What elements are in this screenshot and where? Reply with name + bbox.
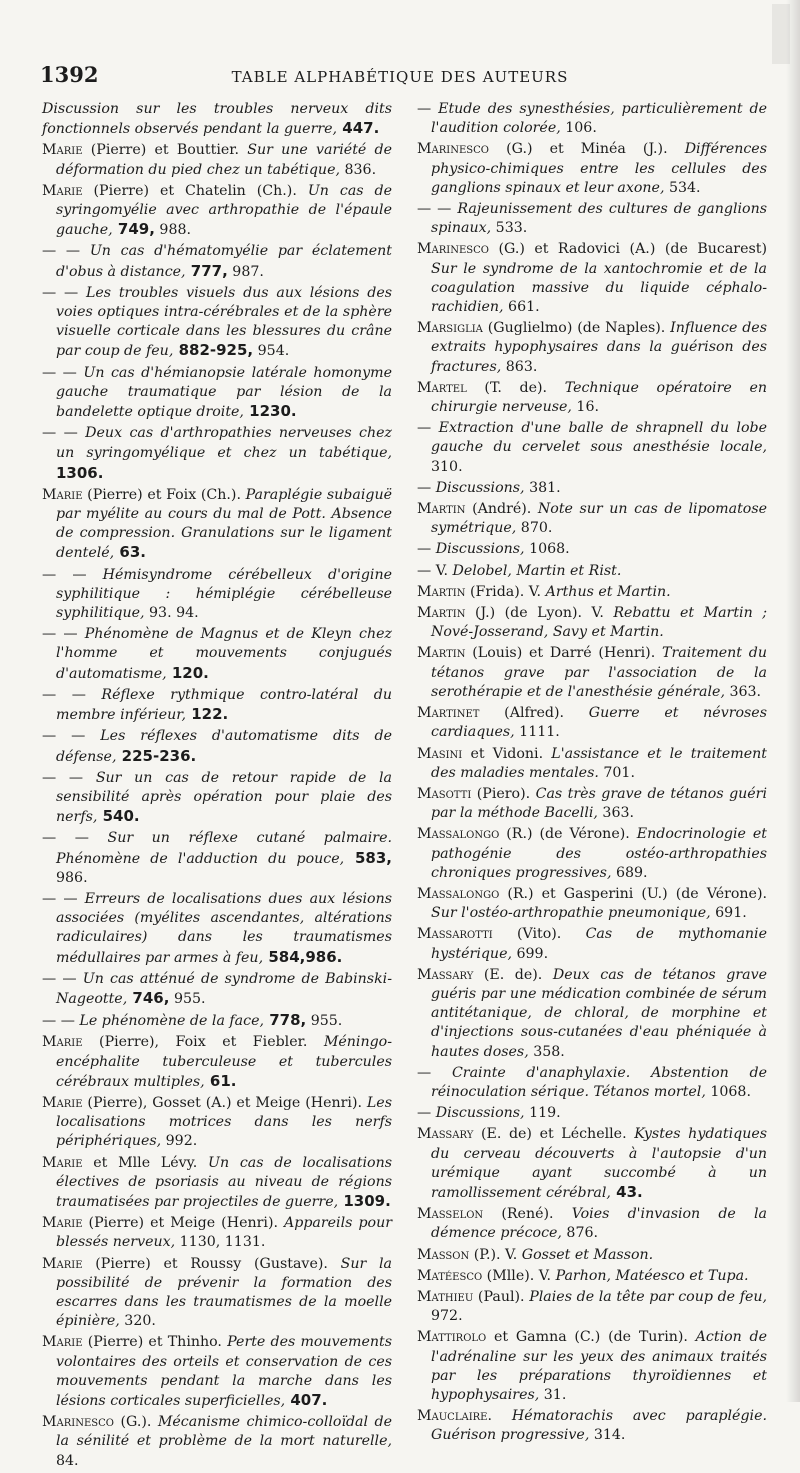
entry-page-bold: 407. — [285, 1391, 328, 1409]
entry-detail: et Gamna (C.) (de Turin). — [486, 1329, 696, 1346]
entry-author: Massarotti — [417, 926, 493, 943]
entry-author: Martin — [417, 645, 466, 662]
entry-pages: 699. — [511, 945, 549, 962]
entry-detail: (G.) et Radovici (A.) (de Bucarest) — [488, 241, 767, 258]
entry-title: Action de l'adrénaline sur les yeux des animaux traités par les préparations thyroïdiennes et hypophysaires, — [431, 1329, 767, 1403]
entry-author: — — — [42, 728, 86, 745]
index-entry — [42, 424, 392, 484]
page-header — [40, 62, 760, 86]
entry-page-bold: 61. — [204, 1071, 237, 1090]
entry-pages: 310. — [431, 458, 463, 475]
entry-pages: 691. — [710, 905, 747, 922]
entry-page-bold: 746, — [127, 988, 170, 1007]
entry-title: Note sur un cas de lipomatose symétrique, — [431, 501, 767, 537]
index-entry — [417, 925, 767, 963]
entry-title: Traitement du tétanos grave par l'association de la serothérapie et de l'anesthésie générale, — [431, 645, 767, 700]
entry-detail — [431, 1065, 452, 1081]
entry-author: Martin — [417, 583, 466, 600]
entry-pages: 31. — [539, 1387, 567, 1403]
entry-detail — [85, 728, 100, 744]
entry-author: Marie — [42, 1255, 83, 1272]
entry-title: Sur le syndrome de la xantochromie et de la coagulation massive du liquide céphalo-rachidien, — [431, 260, 767, 316]
entry-detail: (Paul). — [473, 1288, 530, 1305]
entry-title: Crainte d'anaphylaxie. Abstention de réinoculation sérique. Tétanos mortel, — [431, 1064, 767, 1100]
entry-pages: 1111. — [514, 724, 560, 741]
entry-page-bold: 583, — [344, 848, 392, 867]
left-column — [42, 100, 392, 1473]
entry-author: Marie — [42, 1334, 83, 1351]
index-entry — [417, 1288, 767, 1326]
index-entry — [42, 1413, 392, 1471]
entry-pages: 314. — [589, 1427, 626, 1444]
entry-author: Massalongo — [417, 885, 500, 902]
entry-title: Un cas de localisations électives de psoriasis au niveau de régions traumatisées par projectiles de guerre, — [56, 1154, 392, 1210]
entry-pages: 363. — [724, 683, 762, 700]
entry-detail: (Pierre), Foix et Fiebler. — [82, 1034, 324, 1051]
entry-pages: 1130, 1131. — [175, 1234, 266, 1251]
entry-title: L'assistance et le traitement des maladies mentales. — [431, 745, 767, 781]
entry-detail: (Pierre) et Roussy (Gustave). — [82, 1255, 341, 1272]
entry-detail — [78, 285, 86, 301]
entry-author: Mathieu — [417, 1288, 474, 1305]
index-entry — [417, 240, 767, 317]
entry-title: Perte des mouvements volontaires des orteils et conservation de ces mouvements pendant la marche dans les lésions corticales superficielles, — [56, 1334, 392, 1409]
index-entry — [42, 284, 392, 362]
index-entry — [417, 1125, 767, 1203]
index-entry — [42, 1255, 392, 1332]
index-entry — [42, 727, 392, 766]
entry-detail: (E. de). — [473, 966, 553, 983]
index-entry — [42, 182, 392, 241]
index-entry — [417, 100, 767, 138]
entry-author: Masotti — [417, 785, 472, 802]
entry-page-bold: 225-236. — [116, 746, 197, 765]
entry-author: Matéesco — [417, 1267, 483, 1284]
entry-author: — — — [42, 364, 77, 381]
entry-author: Marie — [42, 1154, 83, 1171]
index-entry — [42, 686, 392, 725]
entry-title: Voies d'invasion de la démence précoce, — [431, 1206, 767, 1242]
index-entry — [417, 500, 767, 538]
entry-pages: 93. 94. — [144, 605, 199, 622]
entry-author: Marsiglia — [417, 320, 483, 337]
entry-title: Discussion sur les troubles nerveux dits fonctionnels observés pendant la guerre, — [42, 101, 392, 138]
entry-author: Marie — [42, 1215, 83, 1232]
entry-detail — [78, 891, 85, 907]
entry-author: — — [417, 420, 432, 437]
index-entry — [42, 1154, 392, 1213]
index-entry — [42, 242, 392, 281]
entry-detail — [86, 687, 102, 703]
entry-title: Discussions, — [435, 479, 525, 496]
entry-title: Mécanisme chimico-colloïdal de la sénilité et problème de la mort naturelle, — [56, 1414, 392, 1450]
entry-pages: 955. — [306, 1013, 343, 1030]
entry-detail: et Mlle Lévy. — [82, 1154, 209, 1171]
entry-title: Discussions, — [435, 541, 525, 558]
entry-author: Marie — [42, 182, 83, 199]
entry-title: Un cas de syringomyélie avec arthropathie de l'épaule gauche, — [56, 182, 393, 239]
entry-detail: (Pierre) et Thinho. — [82, 1334, 228, 1351]
entry-title: Rebattu et Martin ; Nové-Josserand, Savy et Martin. — [431, 605, 767, 641]
entry-title: Le phénomène de la face, — [79, 1013, 264, 1030]
entry-pages: 689. — [611, 864, 648, 881]
entry-page-bold: 749, — [112, 220, 155, 239]
index-entry — [42, 769, 392, 828]
index-entry — [42, 1033, 392, 1092]
index-entry — [417, 562, 767, 581]
entry-pages: 876. — [561, 1225, 599, 1242]
entry-title: Technique opératoire en chirurgie nerveuse, — [431, 379, 767, 416]
entry-author: — — — [42, 284, 79, 301]
entry-pages: 106. — [560, 120, 597, 137]
entry-page-bold: 63. — [114, 543, 146, 562]
entry-detail: (E. de) et Léchelle. — [473, 1126, 635, 1143]
index-entry — [417, 966, 767, 1062]
entry-detail: (G.) et Minéa (J.). — [488, 141, 685, 158]
entry-author: — — — [417, 201, 452, 218]
entry-pages: 701. — [598, 764, 635, 781]
entry-detail — [80, 243, 90, 259]
entry-title: Influence des extraits hypophysaires dans la guérison des fractures, — [431, 320, 767, 375]
entry-page-bold: 1306. — [56, 463, 104, 482]
entry-title: Cas très grave de tétanos guéri par la méthode Bacelli, — [431, 785, 768, 822]
index-entry — [417, 825, 767, 883]
entry-author: — — — [42, 626, 78, 643]
entry-author: — — — [42, 890, 78, 907]
index-entry — [42, 566, 392, 624]
entry-author: Martel — [417, 379, 467, 396]
entry-title: Delobel, Martin et Rist. — [452, 562, 622, 579]
entry-title: Sur l'ostéo-arthropathie pneumonique, — [431, 905, 711, 922]
entry-page-bold: 584,986. — [263, 947, 343, 966]
entry-pages: 119. — [524, 1105, 561, 1122]
entry-title: Parhon, Matéesco et Tupa. — [555, 1267, 749, 1284]
entry-detail: (J.) (de Lyon). V. — [465, 605, 614, 622]
index-entry — [417, 1064, 767, 1102]
index-entry — [417, 583, 767, 602]
entry-author: — — — [42, 686, 86, 703]
entry-title: Différences physico-chimiques entre les cellules des ganglions spinaux et leur axone, — [431, 141, 767, 196]
entry-detail — [78, 626, 85, 642]
entry-author: — — — [42, 769, 84, 786]
entry-author: Marinesco — [417, 141, 489, 158]
entry-author: Martin — [417, 501, 466, 518]
entry-pages: 987. — [227, 263, 264, 280]
entry-pages: 358. — [528, 1043, 565, 1060]
entry-title: Méningo-encéphalite tuberculeuse et tubercules cérébraux multiples, — [56, 1034, 392, 1090]
entry-title: Rajeunissement des cultures de ganglions spinaux, — [431, 201, 768, 237]
entry-pages: 988. — [154, 222, 192, 239]
entry-detail: (Pierre), Gosset (A.) et Meige (Henri). — [82, 1094, 367, 1111]
index-entry — [417, 704, 767, 742]
entry-page-bold: 43. — [610, 1182, 643, 1201]
entry-title: Les troubles visuels dus aux lésions des voies optiques intra-cérébrales et de la sphère visuelle corticale dans les blessures du crâne par coup de feu, — [56, 284, 393, 360]
entry-title: Arthus et Martin. — [545, 583, 671, 600]
entry-title: Erreurs de localisations dues aux lésions associées (myélites ascendantes, altérations radiculaires) dans les traumatismes médullaires par armes à feu, — [56, 890, 393, 966]
index-entry — [417, 319, 767, 377]
entry-author: — — [417, 1105, 432, 1122]
entry-title: Etude des synesthésies, particulièrement de l'audition colorée, — [431, 101, 768, 137]
index-entry — [42, 970, 392, 1009]
entry-pages: 320. — [119, 1313, 156, 1330]
entry-author: — — — [42, 425, 78, 442]
entry-detail: (T. de). — [466, 379, 565, 396]
right-column — [417, 100, 767, 1448]
index-entry — [42, 1214, 392, 1252]
entry-pages: 84. — [56, 1452, 79, 1469]
entry-author: — — — [42, 830, 89, 847]
entry-pages: 836. — [339, 161, 377, 178]
index-entry — [417, 745, 767, 783]
entry-pages: 870. — [516, 520, 553, 537]
entry-title: Sur un réflexe cutané palmaire. Phénomène de l'adduction du pouce, — [56, 830, 392, 867]
index-entry — [417, 479, 767, 498]
entry-title: Appareils pour blessés nerveux, — [56, 1215, 392, 1251]
scan-corner-mark — [772, 4, 790, 64]
index-entry — [42, 141, 392, 179]
entry-pages: 986. — [56, 869, 88, 886]
entry-title: Deux cas d'arthropathies nerveuses chez un syringomyélique et chez un tabétique, — [56, 425, 393, 462]
entry-detail — [87, 567, 103, 583]
entry-detail — [83, 770, 96, 786]
entry-author: Mattirolo — [417, 1329, 487, 1346]
entry-pages: 972. — [431, 1308, 463, 1325]
index-entry — [417, 604, 767, 642]
entry-title: Hémisyndrome cérébelleux d'origine syphilitique : hémiplégie cérébelleuse syphilitique, — [56, 566, 392, 622]
entry-author: Masselon — [417, 1206, 484, 1223]
entry-page-bold: 447. — [337, 119, 380, 138]
page-edge-shadow — [786, 0, 800, 1402]
index-entry — [417, 379, 767, 417]
entry-title: Sur un cas de retour rapide de la sensibilité après opération pour plaie des nerfs, — [56, 769, 392, 826]
entry-title: Gosset et Masson. — [521, 1246, 654, 1263]
entry-page-bold: 122. — [185, 705, 229, 724]
index-entry — [42, 486, 392, 564]
entry-title: Un cas d'hémianopsie latérale homonyme gauche traumatique par lésion de la bandelette optique droite, — [56, 364, 393, 421]
index-entry — [417, 1246, 767, 1265]
entry-author: Marinesco — [42, 1414, 114, 1431]
entry-author: — — [417, 541, 432, 558]
entry-author: — — [417, 101, 432, 117]
entry-author: — — [417, 1064, 432, 1081]
index-entry — [42, 890, 392, 968]
index-entry — [417, 785, 767, 823]
entry-detail: et Vidoni. — [462, 745, 552, 762]
entry-pages: 863. — [501, 358, 538, 375]
entry-title: Phénomène de Magnus et de Kleyn chez l'homme et mouvements conjugués d'automatisme, — [56, 626, 393, 682]
entry-author: Masini — [417, 745, 463, 762]
entry-title: Paraplégie subaiguë par myélite au cours du mal de Pott. Absence de compression. Granulations sur le ligament dentelé, — [56, 486, 393, 562]
entry-detail: . — [487, 1408, 512, 1425]
index-entry — [417, 200, 767, 238]
entry-detail: (Pierre) et Meige (Henri). — [82, 1215, 285, 1232]
entry-author: Marie — [42, 1094, 83, 1111]
entry-author: — — — [42, 243, 81, 260]
entry-page-bold: 540. — [97, 807, 140, 826]
entry-detail: (Piero). — [471, 785, 536, 802]
entry-pages: 16. — [571, 399, 599, 416]
entry-author: — — — [42, 970, 77, 987]
index-entry — [417, 1267, 767, 1286]
index-entry — [417, 1328, 767, 1405]
entry-title: Cas de mythomanie hystérique, — [431, 926, 767, 962]
entry-pages: 992. — [161, 1133, 198, 1150]
entry-detail: (Pierre) et Bouttier. — [82, 142, 248, 159]
entry-title: Deux cas de tétanos grave guéris par une médication combinée de sérum antitétanique, de chloral, de morphine et d'injections sous-cutanées d'eau phéniquée à hautes doses, — [431, 966, 767, 1060]
entry-author: Mauclaire — [417, 1408, 488, 1425]
entry-detail: (Louis) et Darré (Henri). — [465, 645, 662, 662]
entry-pages: 661. — [503, 299, 540, 316]
entry-pages: 533. — [491, 220, 528, 237]
entry-title: Un cas atténué de syndrome de Babinski-Nageotte, — [56, 970, 393, 1007]
entry-title: Sur une variété de déformation du pied chez un tabétique, — [56, 142, 392, 178]
entry-detail: (R.) et Gasperini (U.) (de Vérone). — [499, 885, 767, 902]
index-entry — [42, 625, 392, 684]
entry-detail: (Vito). — [492, 926, 586, 943]
entry-page-bold: 777, — [185, 261, 228, 280]
index-entry — [42, 100, 392, 139]
entry-title: Endocrinologie et pathogénie des ostéo-arthropathies chroniques progressives, — [431, 826, 767, 881]
index-entry — [417, 1104, 767, 1123]
entry-detail: (Pierre) et Foix (Ch.). — [82, 486, 246, 503]
entry-page-bold: 1309. — [338, 1191, 391, 1210]
entry-detail: (Guglielmo) (de Naples). — [482, 320, 671, 337]
entry-title: Kystes hydatiques du cerveau découverts à l'autopsie d'un urémique ayant succombé à un ramollissement cérébral, — [431, 1126, 768, 1201]
entry-title: Réflexe rythmique contro-latéral du membre inférieur, — [56, 686, 393, 724]
entry-detail: (André). — [465, 501, 538, 518]
entry-detail: V. — [431, 562, 453, 579]
entry-detail: (René). — [483, 1206, 572, 1223]
entry-pages: 954. — [253, 343, 290, 360]
entry-title: Hématorachis avec paraplégie. Guérison progressive, — [431, 1408, 767, 1444]
entry-detail: (Mlle). V. — [482, 1267, 556, 1284]
index-entry — [42, 1011, 392, 1031]
entry-title: Discussions, — [435, 1105, 525, 1122]
entry-author: — — — [42, 566, 87, 583]
index-entry — [42, 1094, 392, 1152]
entry-title: Un cas d'hématomyélie par éclatement d'obus à distance, — [56, 243, 392, 280]
page-number: 1392 — [40, 62, 99, 87]
entry-page-bold: 778, — [263, 1011, 307, 1030]
index-entry — [42, 364, 392, 423]
entry-pages: 1068. — [524, 541, 570, 558]
index-entry — [417, 644, 767, 702]
entry-detail — [431, 420, 438, 436]
entry-author: — — [417, 479, 432, 496]
entry-author: Marie — [42, 142, 83, 159]
entry-pages: 381. — [524, 479, 561, 496]
entry-author: — — [417, 562, 432, 579]
entry-detail: (R.) (de Vérone). — [499, 826, 637, 843]
index-entry — [417, 1205, 767, 1243]
entry-author: Massalongo — [417, 826, 500, 843]
entry-author: Marie — [42, 486, 83, 503]
entry-author: Masson — [417, 1246, 470, 1263]
entry-detail: (Pierre) et Chatelin (Ch.). — [82, 182, 308, 199]
entry-author: Massary — [417, 1126, 474, 1143]
index-entry — [417, 419, 767, 477]
entry-author: — — — [42, 1013, 75, 1030]
index-entry — [42, 829, 392, 888]
index-entry — [417, 885, 767, 923]
entry-page-bold: 882-925, — [173, 341, 254, 360]
entry-author: Massary — [417, 966, 474, 983]
entry-pages: 534. — [664, 179, 701, 196]
index-entry — [417, 540, 767, 559]
entry-title: Plaies de la tête par coup de feu, — [529, 1288, 767, 1305]
entry-detail: (P.). V. — [469, 1246, 522, 1263]
entry-author: Martin — [417, 605, 466, 622]
entry-title: Extraction d'une balle de shrapnell du lobe gauche du cervelet sous anesthésie locale, — [431, 420, 767, 456]
entry-author: Martinet — [417, 705, 480, 722]
index-entry — [417, 1407, 767, 1445]
entry-detail: (Frida). V. — [465, 583, 546, 600]
entry-page-bold: 1230. — [243, 402, 297, 421]
entry-detail: (Alfred). — [479, 705, 589, 722]
index-entry — [417, 140, 767, 198]
entry-title: Les localisations motrices dans les nerfs périphériques, — [56, 1094, 392, 1150]
entry-author: Marie — [42, 1034, 83, 1051]
entry-pages: 1068. — [705, 1083, 751, 1100]
entry-page-bold: 120. — [166, 663, 209, 682]
entry-author: Marinesco — [417, 241, 489, 258]
entry-title: Sur la possibilité de prévenir la formation des escarres dans les traumatismes de la moelle épinière, — [56, 1255, 392, 1330]
entry-detail: (G.). — [113, 1414, 158, 1431]
entry-detail — [89, 830, 108, 846]
index-entry — [42, 1333, 392, 1411]
entry-pages: 363. — [597, 805, 635, 822]
entry-pages: 955. — [169, 990, 206, 1007]
entry-title: Les réflexes d'automatisme dits de défense, — [56, 728, 392, 765]
entry-title: Guerre et névroses cardiaques, — [431, 705, 767, 741]
running-title: TABLE ALPHABÉTIQUE DES AUTEURS — [231, 68, 569, 86]
